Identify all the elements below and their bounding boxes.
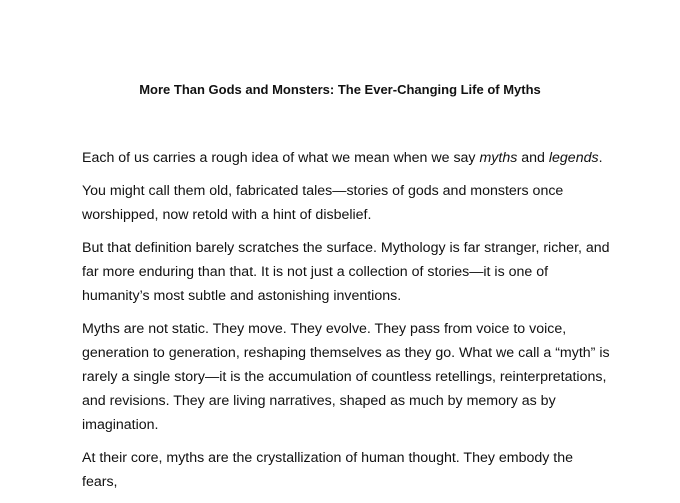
paragraph-1-text-middle: and <box>517 150 549 166</box>
paragraph-1 <box>82 146 612 170</box>
term-legends: legends <box>548 150 599 166</box>
term-myths: myths <box>479 150 518 166</box>
document-title: More Than Gods and Monsters: The Ever-Changing Life of Myths <box>139 82 541 97</box>
document-body <box>82 146 612 503</box>
paragraph-1-text-end: . <box>598 150 603 166</box>
paragraph-5: At their core, myths are the crystallization of human thought. They embody the fears, <box>82 450 574 490</box>
paragraph-4: Myths are not static. They move. They evolve. They pass from voice to voice, generation to generation, reshaping themselves as they go. What we call a “myth” is rarely a single story—it is the accumulation of countless retellings, reinterpretations, and revisions. They are living narratives, shaped as much by memory as by imagination. <box>82 321 610 433</box>
paragraph-1-text-start: Each of us carries a rough idea of what we mean when we say <box>82 150 480 166</box>
paragraph-2: You might call them old, fabricated tales—stories of gods and monsters once worshipped, now retold with a hint of disbelief. <box>82 183 564 223</box>
paragraph-3: But that definition barely scratches the surface. Mythology is far stranger, richer, and far more enduring than that. It is not just a collection of stories—it is one of humanity’s most subtle and astonishing inventions. <box>82 240 610 304</box>
